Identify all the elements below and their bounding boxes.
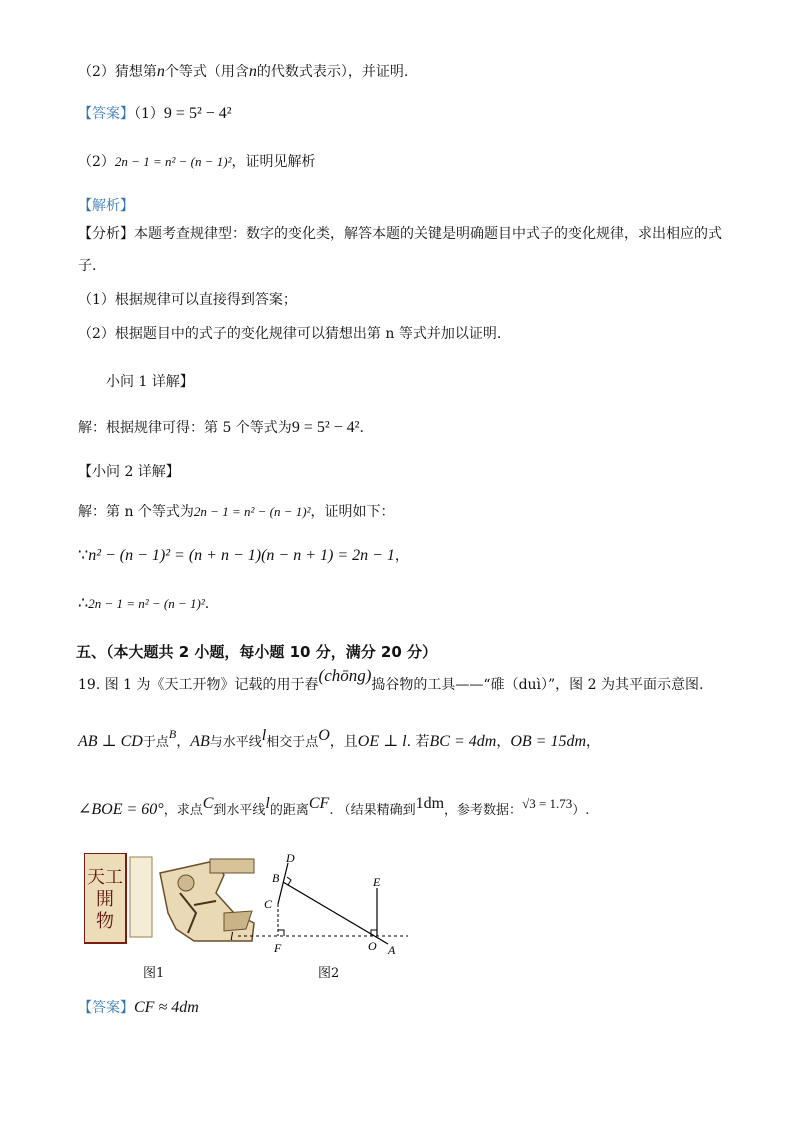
final-answer-formula: CF ≈ 4dm bbox=[134, 999, 199, 1016]
label-D: D bbox=[286, 851, 295, 865]
sub-question-2-heading: 【小问 2 详解】 bbox=[78, 464, 180, 480]
final-answer-line bbox=[78, 998, 199, 1018]
answer-1-line: 【答案】（1）9 = 5² − 4² bbox=[78, 105, 232, 122]
solution-1-line: 解：根据规律可得：第 5 个等式为9 = 5² − 4². bbox=[78, 419, 364, 436]
answer-2-line: （2）2n − 1 = n² − (n − 1)²，证明见解析 bbox=[78, 154, 316, 170]
final-answer-tag: 【答案】 bbox=[78, 1000, 134, 1016]
section-heading: 五、（本大题共 2 小题，每小题 10 分，满分 20 分） bbox=[76, 643, 438, 661]
svg-text:開: 開 bbox=[96, 889, 114, 910]
solution-2-line: 解：第 n 个等式为2n − 1 = n² − (n − 1)²，证明如下： bbox=[78, 504, 395, 520]
label-O: O bbox=[368, 939, 377, 953]
book-title-text: 天工 bbox=[87, 867, 123, 888]
question-19-line-1: 19. 图 1 为《天工开物》记载的用于舂(chōng)捣谷物的工具——“碓（duì）”，图 2 为其平面示意图. bbox=[78, 666, 704, 693]
label-F: F bbox=[274, 941, 282, 955]
pinyin-annotation: (chōng) bbox=[318, 666, 372, 685]
label-C: C bbox=[264, 897, 273, 911]
therefore-symbol: ∴ bbox=[78, 595, 89, 612]
analysis-point-2: （2）根据题目中的式子的变化规律可以猜想出第 n 等式并加以证明. bbox=[78, 326, 502, 342]
segment-BA bbox=[283, 882, 388, 944]
answer-tag: 【答案】 bbox=[78, 106, 134, 122]
analysis-para-2: 子. bbox=[78, 258, 97, 274]
question-19-line-2: AB ⊥ CD于点B，AB与水平线l相交于点O，且OE ⊥ l. 若BC = 4dm，OB = 15dm， bbox=[78, 727, 600, 750]
svg-text:物: 物 bbox=[96, 911, 114, 932]
answer-1-formula: 9 = 5² − 4² bbox=[163, 105, 232, 122]
figure-2-caption: 图2 bbox=[318, 966, 340, 981]
because-symbol: ∵ bbox=[78, 547, 89, 564]
question-19-line-3: ∠BOE = 60°，求点C到水平线l的距离CF. （结果精确到1dm，参考数据：√3 = 1.73）. bbox=[78, 795, 590, 818]
because-line: ∵n² − (n − 1)² = (n + n − 1)(n − n + 1) = 2n − 1， bbox=[78, 547, 409, 564]
right-angle-B bbox=[287, 877, 291, 885]
label-A: A bbox=[388, 943, 396, 957]
analysis-para-1: 【分析】本题考查规律型：数字的变化类，解答本题的关键是明确题目中式子的变化规律，求出相应的式 bbox=[78, 226, 722, 242]
therefore-line: ∴2n − 1 = n² − (n − 1)². bbox=[78, 595, 210, 612]
label-l: l bbox=[230, 929, 234, 943]
sub-question-1-heading: 小问 1 详解】 bbox=[106, 374, 194, 390]
analysis-tag-line bbox=[78, 196, 134, 216]
label-E: E bbox=[373, 875, 381, 889]
q-part2-line: （2）猜想第n个等式（用含n的代数式表示），并证明. bbox=[78, 63, 409, 80]
answer-2-formula: 2n − 1 = n² − (n − 1)² bbox=[114, 154, 232, 169]
label-B: B bbox=[272, 871, 280, 885]
figure-2-diagram bbox=[228, 848, 418, 963]
analysis-tag: 【解析】 bbox=[78, 198, 134, 214]
worker-figure bbox=[178, 875, 194, 891]
analysis-point-1: （1）根据规律可以直接得到答案； bbox=[78, 292, 297, 308]
figure-1-caption: 图1 bbox=[143, 966, 165, 981]
side-label bbox=[130, 857, 152, 937]
